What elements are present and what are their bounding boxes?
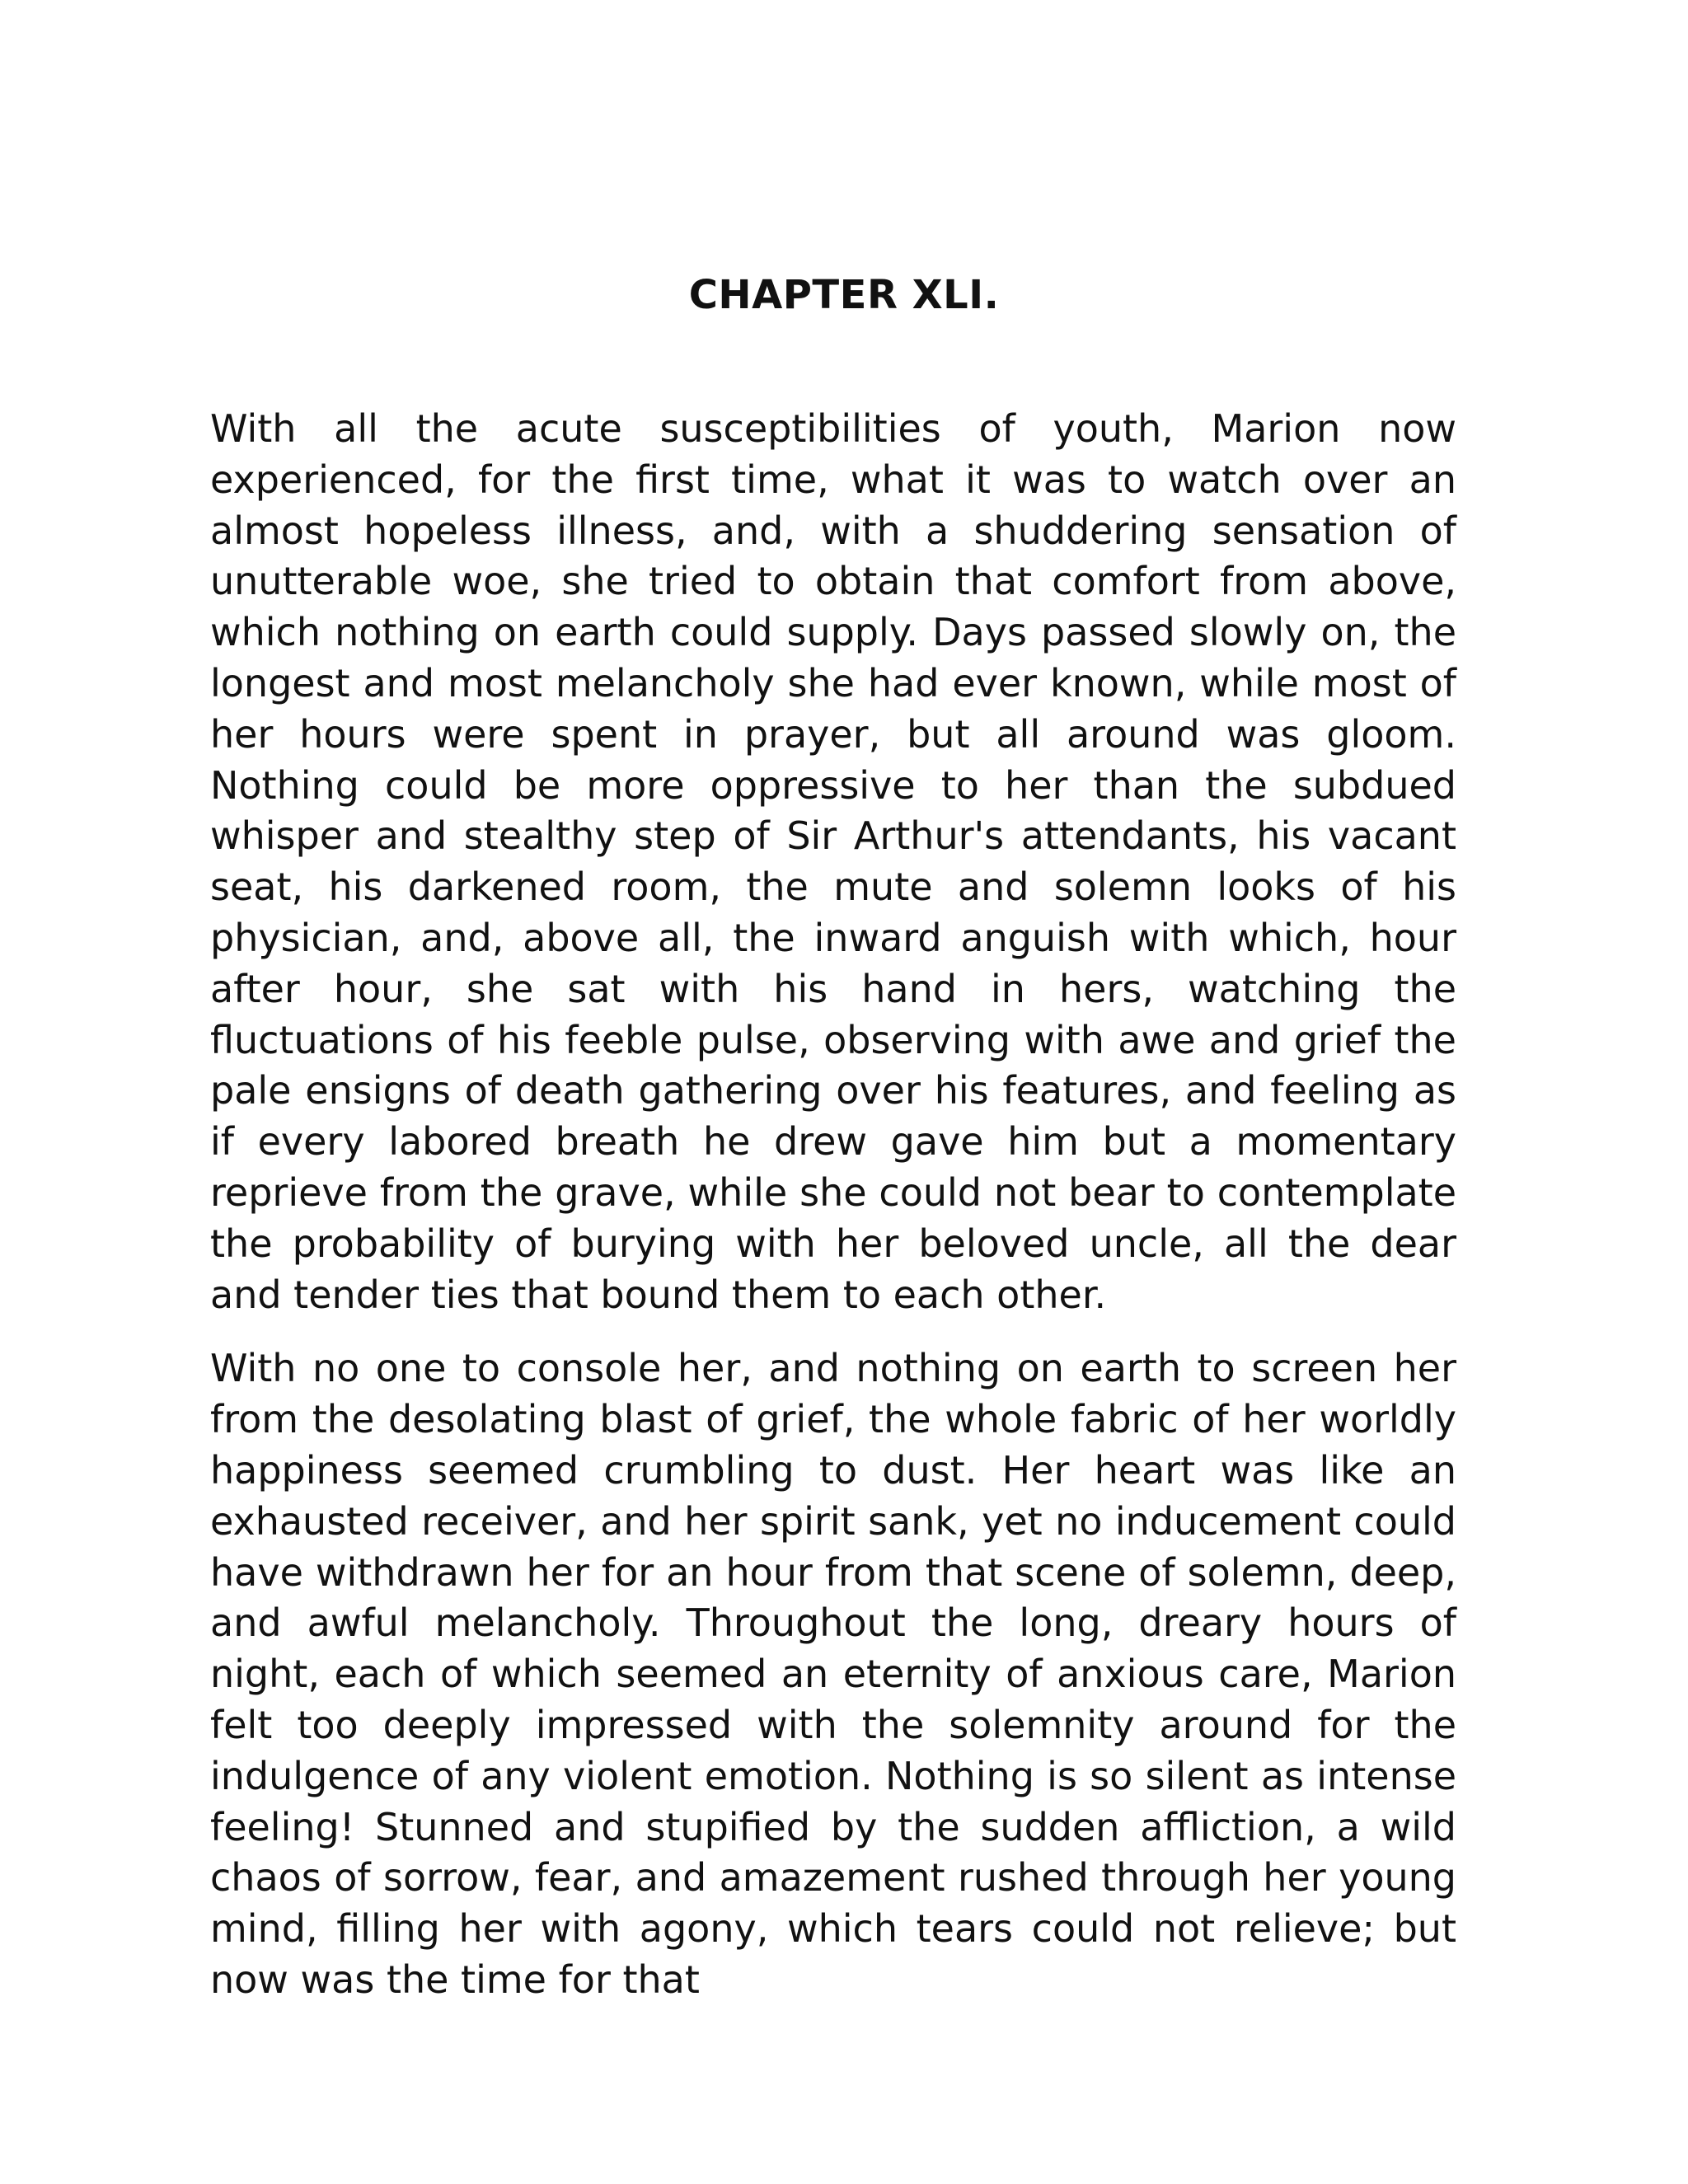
paragraph-1: With all the acute susceptibilities of youth, Marion now experienced, for the first time, what it was to watch over an almost hopeless illness, and, with a shuddering sensation of unutterable woe, she tried to obtain that comfort from above, which nothing on earth could supply. Days passed slowly on, the longest and most melancholy she had ever known, while most of her hours were spent in prayer, but all around was gloom. Nothing could be more oppressive to her than the subdued whisper and stealthy step of Sir Arthur's attendants, his vacant seat, his darkened room, the mute and solemn looks of his physician, and, above all, the inward anguish with which, hour after hour, she sat with his hand in hers, watching the fluctuations of his feeble pulse, observing with awe and grief the pale ensigns of death gathering over his features, and feeling as if every labored breath he drew gave him but a momentary reprieve from the grave, while she could not bear to contemplate the probability of burying with her beloved uncle, all the dear and tender ties that bound them to each other. [210,406,1456,1317]
chapter-title: CHAPTER XLI. [688,272,1000,318]
chapter-body [210,404,1456,2029]
paragraph-2: With no one to console her, and nothing on earth to screen her from the desolating blast of grief, the whole fabric of her worldly happiness seemed crumbling to dust. Her heart was like an exhausted receiver, and her spirit sank, yet no inducement could have withdrawn her for an hour from that scene of solemn, deep, and awful melancholy. Throughout the long, dreary hours of night, each of which seemed an eternity of anxious care, Marion felt too deeply impressed with the solemnity around for the indulgence of any violent emotion. Nothing is so silent as intense feeling! Stunned and stupified by the sudden affliction, a wild chaos of sorrow, fear, and amazement rushed through her young mind, filling her with agony, which tears could not relieve; but now was the time for that [210,1346,1456,2002]
